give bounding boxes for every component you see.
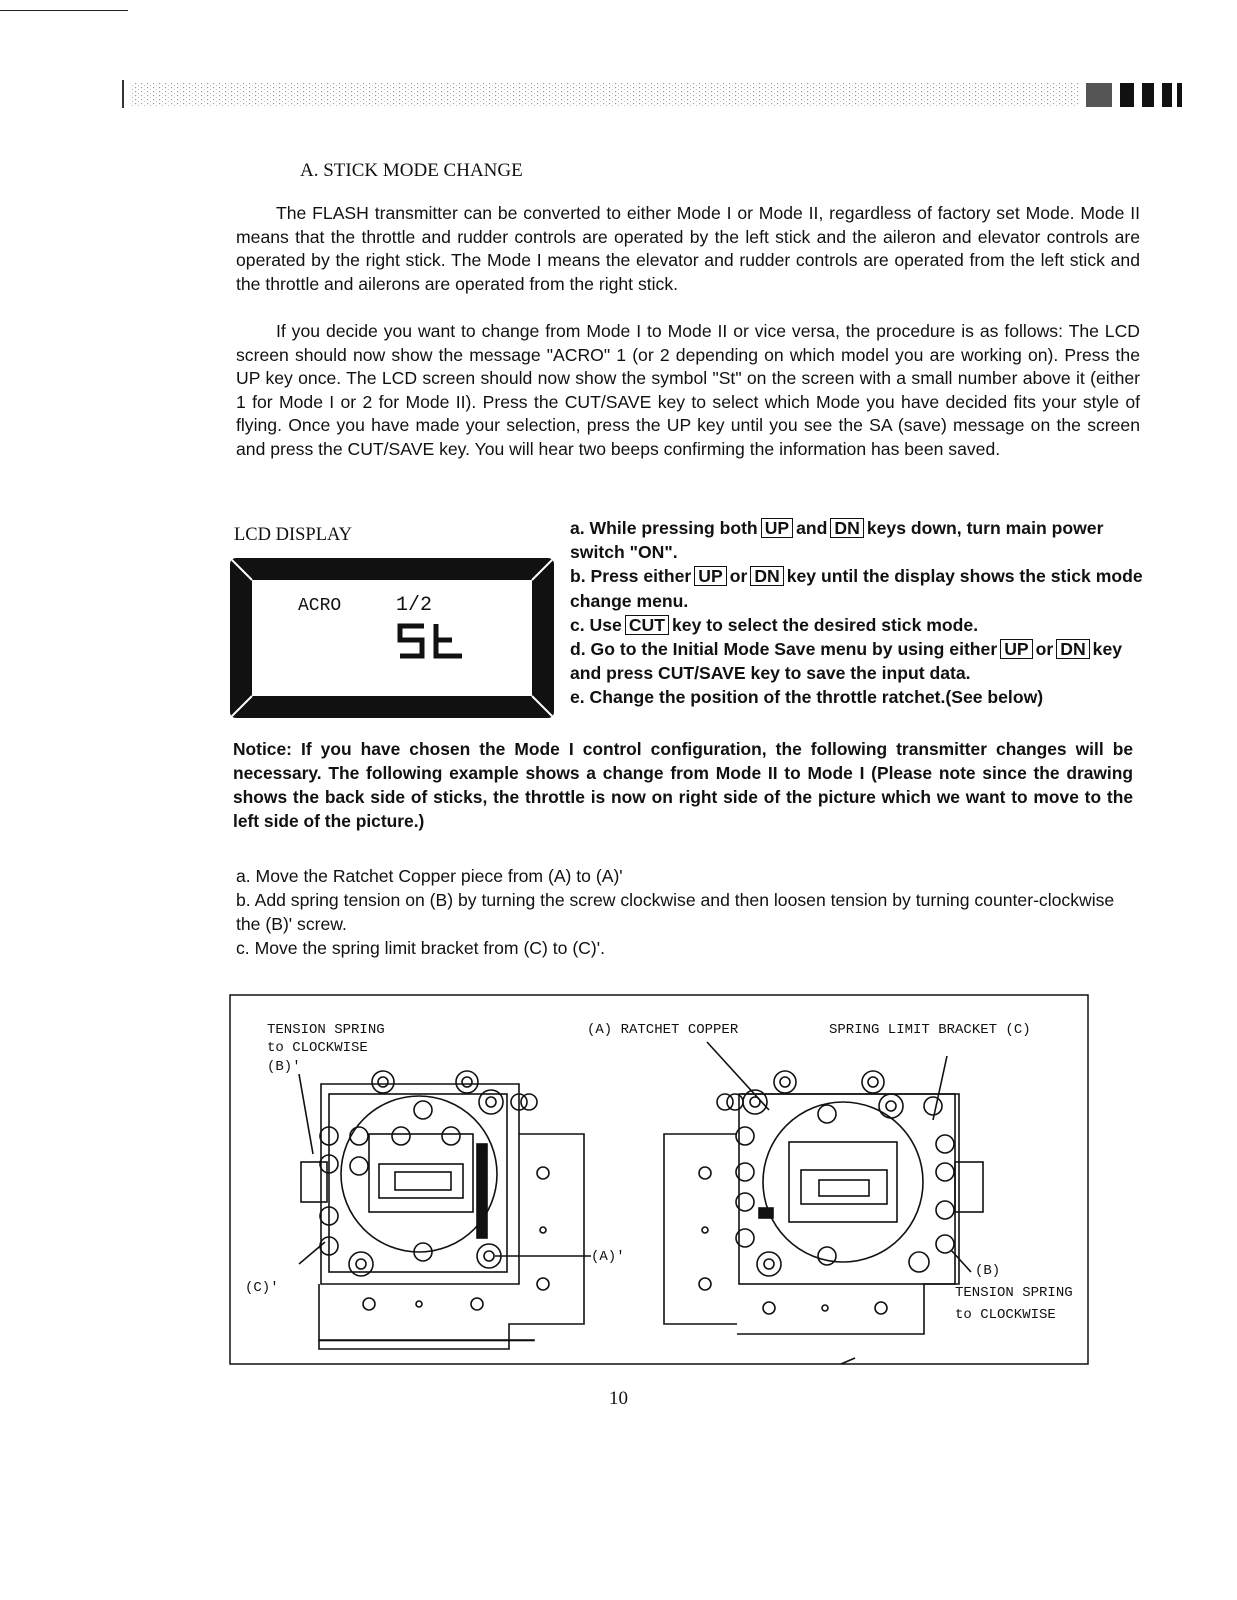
lcd-display-label: LCD DISPLAY xyxy=(234,525,353,545)
dn-key-label: DN xyxy=(830,518,863,538)
label-b: (B) xyxy=(975,1263,1001,1279)
label-spring-limit-bracket: SPRING LIMIT BRACKET (C) xyxy=(829,1022,1031,1038)
label-c-prime: (C)' xyxy=(245,1280,279,1296)
change-steps xyxy=(236,864,1136,960)
paragraph-mode-description: The FLASH transmitter can be converted to either Mode I or Mode II, regardless of factory set Mode. Mode II means that the throttle and rudder controls are operated by the left stick and the aileron and elevator controls are operated by the right stick. The Mode I means the elevator and rudder controls are operated from the left stick and the throttle and ailerons are operated from the right stick. xyxy=(236,203,1140,294)
dn-key-label: DN xyxy=(750,566,783,586)
notice-paragraph: Notice: If you have chosen the Mode I control configuration, the following transmitter changes will be necessary. The following example shows a change from Mode II to Mode I (Please note since the drawing shows the back side of sticks, the throttle is now on right side of the picture which we want to move to the left side of the picture.) xyxy=(233,739,1133,831)
label-tension-spring-left: TENSION SPRING xyxy=(267,1022,385,1038)
step-b: b. Press either UP or DN key until the display shows the stick mode change menu. xyxy=(570,566,1143,611)
cut-key-label: CUT xyxy=(625,615,669,635)
label-ratchet-copper: (A) RATCHET COPPER xyxy=(587,1022,739,1038)
step-d: d. Go to the Initial Mode Save menu by using either UP or DN key and press CUT/SAVE key to save the input data. xyxy=(570,639,1123,684)
gimbal-diagram xyxy=(229,994,1089,1365)
dn-key-label: DN xyxy=(1056,639,1089,659)
up-key-label: UP xyxy=(1000,639,1032,659)
change-step-b: b. Add spring tension on (B) by turning the screw clockwise and then loosen tension by turning counter-clockwise the (B)' screw. xyxy=(236,890,1115,934)
instruction-steps xyxy=(570,516,1145,710)
up-key-label: UP xyxy=(694,566,726,586)
top-rule xyxy=(0,10,128,11)
step-e: e. Change the position of the throttle ratchet.(See below) xyxy=(570,687,1044,708)
change-step-a: a. Move the Ratchet Copper piece from (A) to (A)' xyxy=(236,866,623,886)
lcd-model-text: 1/2 xyxy=(396,594,433,617)
header-banner xyxy=(122,78,1182,108)
step-a: a. While pressing both UP and DN keys down, turn main power switch "ON". xyxy=(570,518,1104,563)
label-to-clockwise-right: to CLOCKWISE xyxy=(955,1307,1056,1323)
change-step-c: c. Move the spring limit bracket from (C) to (C)'. xyxy=(236,938,605,958)
up-key-label: UP xyxy=(761,518,793,538)
lcd-display-illustration xyxy=(230,558,554,718)
page-number: 10 xyxy=(609,1388,628,1409)
label-tension-spring-right: TENSION SPRING xyxy=(955,1285,1073,1301)
section-title: A. STICK MODE CHANGE xyxy=(300,160,523,181)
lcd-mode-text: ACRO xyxy=(298,596,342,616)
label-a-prime: (A)' xyxy=(591,1249,625,1265)
label-b-prime: (B)' xyxy=(267,1059,301,1075)
step-c: c. Use CUT key to select the desired stick mode. xyxy=(570,614,979,635)
label-to-clockwise-left: to CLOCKWISE xyxy=(267,1040,368,1056)
paragraph-procedure: If you decide you want to change from Mode I to Mode II or vice versa, the procedure is as follows: The LCD screen should now show the message "ACRO" 1 (or 2 depending on which model you are working on). Press the UP key once. The LCD screen should now show the symbol "St" on the screen with a small number above it (either 1 for Mode I or 2 for Mode II). Press the CUT/SAVE key to select which Mode you have decided fits your style of flying. Once you have made your selection, press the UP key until you see the SA (save) message on the screen and press the CUT/SAVE key. You will hear two beeps confirming the information has been saved. xyxy=(236,321,1140,459)
